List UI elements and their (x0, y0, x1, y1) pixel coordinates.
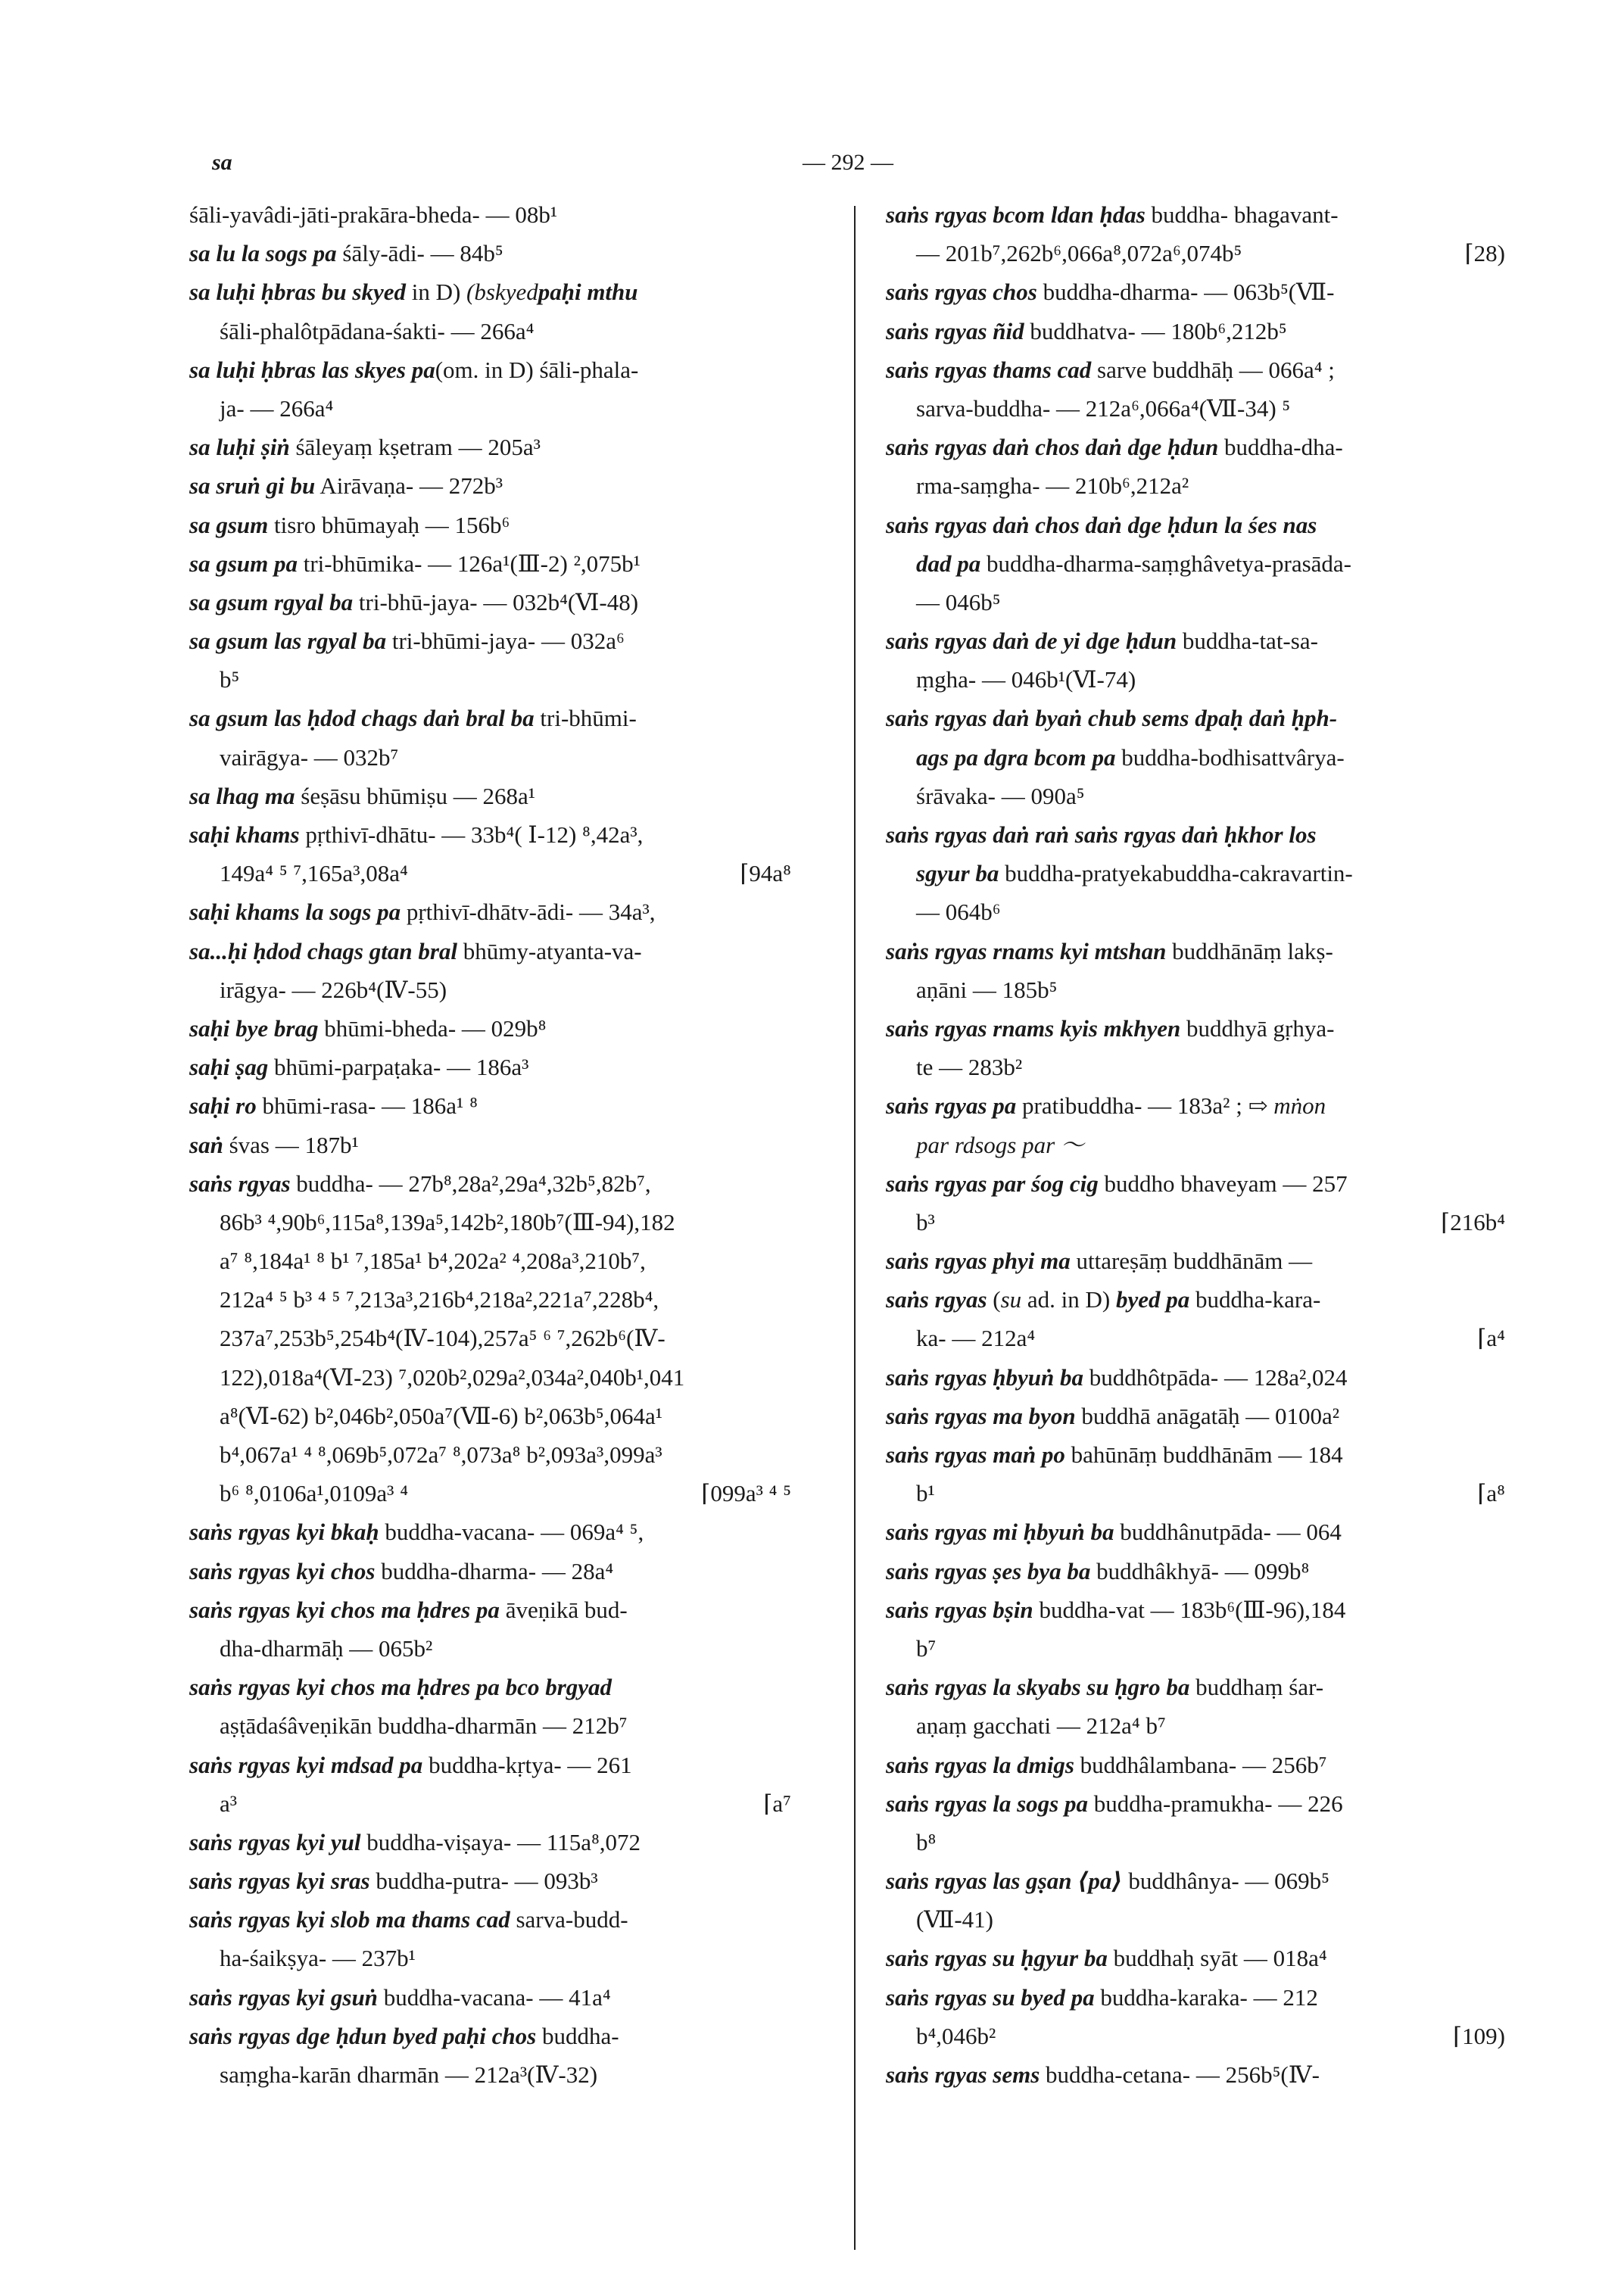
entry-line (886, 1862, 1505, 1900)
entry-line (189, 1552, 791, 1590)
sanskrit-and-refs: buddhôtpāda- — 128a²,024 (1083, 1363, 1348, 1391)
sanskrit-and-refs: buddhānāṃ lakṣ- (1166, 937, 1333, 964)
tibetan-term: sa lu la sogs pa (189, 240, 337, 267)
entry-line (886, 1784, 1505, 1823)
tibetan-term: sa luḥi ḥbras las skyes pa (189, 356, 435, 383)
sanskrit-and-refs: 86b³ ⁴,90b⁶,115a⁸,139a⁵,142b²,180b⁷(Ⅲ-94),182 (220, 1208, 675, 1235)
cross-reference: ⌈a⁸ (1477, 1480, 1505, 1507)
entry-line (886, 854, 1505, 893)
entry-line (189, 660, 791, 699)
tibetan-term: saḥi khams (189, 821, 300, 848)
tibetan-term: sa sruṅ gi bu (189, 472, 316, 500)
sanskrit-and-refs: rma-saṃgha- — 210b⁶,212a² (916, 472, 1189, 500)
sanskrit-and-refs: a⁷ ⁸,184a¹ ⁸ b¹ ⁷,185a¹ b⁴,202a² ⁴,208a³,210b⁷, (220, 1248, 646, 1275)
tibetan-term: saṅs rgyas su byed pa (886, 1983, 1095, 2011)
sanskrit-and-refs: irāgya- — 226b⁴(Ⅳ-55) (220, 976, 447, 1003)
entry-line (886, 1358, 1505, 1397)
entry-line (189, 583, 791, 622)
italic-note: (bskyed (466, 279, 538, 306)
tibetan-term: saṅs rgyas kyi yul (189, 1828, 361, 1855)
entry-line (189, 1086, 791, 1125)
left-column (189, 195, 791, 2094)
entry-line (189, 1319, 791, 1357)
sanskrit-and-refs: sarva-budd- (510, 1906, 628, 1933)
sanskrit-and-refs: ( (987, 1286, 1001, 1313)
tibetan-term: saṅs rgyas la skyabs su ḥgro ba (886, 1674, 1190, 1701)
sanskrit-and-refs: in D) (405, 279, 467, 306)
cross-reference: ⌈a⁷ (763, 1790, 791, 1817)
entry-line (886, 777, 1505, 815)
tibetan-term: saṅs rgyas daṅ byaṅ chub sems dpaḥ daṅ ḥph- (886, 705, 1338, 732)
running-head: sa (212, 150, 232, 175)
sanskrit-and-refs: aṣṭādaśâveṇikān buddha-dharmān — 212b⁷ (220, 1712, 628, 1740)
entry-line (886, 195, 1505, 234)
sanskrit-and-refs: śāly-ādi- — 84b⁵ (336, 240, 503, 267)
tibetan-term: saṅs rgyas kyi sras (189, 1868, 370, 1895)
entry-line (886, 1552, 1505, 1590)
cross-reference: ⌈109) (1453, 2022, 1505, 2049)
tibetan-term: saṅs rgyas ma byon (886, 1402, 1076, 1429)
tibetan-term: saṅs rgyas maṅ po (886, 1441, 1065, 1468)
entry-line (189, 699, 791, 737)
sanskrit-and-refs: a³ (220, 1790, 238, 1817)
tibetan-term: saṅs rgyas mi ḥbyuṅ ba (886, 1519, 1114, 1546)
sanskrit-and-refs: — 201b⁷,262b⁶,066a⁸,072a⁶,074b⁵ (916, 240, 1242, 267)
sanskrit-and-refs: uttareṣāṃ buddhānām — (1070, 1248, 1313, 1275)
entry-line (886, 1513, 1505, 1551)
entry-line (886, 1242, 1505, 1280)
tibetan-term: saṅs rgyas dge ḥdun byed paḥi chos (189, 2022, 537, 2049)
entry-line (886, 1280, 1505, 1319)
tibetan-term: saṅs rgyas (189, 1170, 291, 1197)
tibetan-term: saḥi ṣag (189, 1054, 269, 1081)
sanskrit-and-refs: śāli-yavâdi-jāti-prakāra-bheda- — 08b¹ (189, 201, 558, 228)
sanskrit-and-refs: tri-bhū-jaya- — 032b⁴(Ⅵ-48) (353, 588, 639, 615)
sanskrit-and-refs: buddhânutpāda- — 064 (1114, 1519, 1342, 1546)
sanskrit-and-refs: buddha-karaka- — 212 (1094, 1983, 1318, 2011)
entry-line (886, 1746, 1505, 1784)
entry-line (189, 2055, 791, 2094)
entry-line (189, 1164, 791, 1203)
tibetan-term: saṅs rgyas rnams kyis mkhyen (886, 1014, 1181, 1042)
sanskrit-and-refs: pratibuddha- — 183a² ; ⇨ (1016, 1092, 1274, 1120)
entry-line (886, 1086, 1505, 1125)
entry-line (189, 195, 791, 234)
sanskrit-and-refs: buddha-viṣaya- — 115a⁸,072 (360, 1828, 641, 1855)
sanskrit-and-refs: 212a⁴ ⁵ b³ ⁴ ⁵ ⁷,213a³,216b⁴,218a²,221a⁷,228b⁴, (220, 1286, 659, 1313)
italic-note: par rdsogs par ～ (916, 1131, 1084, 1158)
sanskrit-and-refs: b⁴,046b² (916, 2022, 996, 2049)
sanskrit-and-refs: b⁸ (916, 1828, 937, 1855)
sanskrit-and-refs: buddha-putra- — 093b³ (369, 1868, 598, 1895)
entry-line (886, 1668, 1505, 1706)
entry-line (886, 660, 1505, 699)
sanskrit-and-refs: buddhatva- — 180b⁶,212b⁵ (1024, 317, 1287, 344)
sanskrit-and-refs: — 046b⁵ (916, 588, 1001, 615)
sanskrit-and-refs: buddha-tat-sa- (1177, 628, 1318, 655)
entry-line (886, 1900, 1505, 1939)
sanskrit-and-refs: (om. in D) śāli-phala- (435, 356, 639, 383)
sanskrit-and-refs: bhūmi-parpaṭaka- — 186a³ (268, 1054, 529, 1081)
italic-note: su (1000, 1286, 1022, 1313)
entry-line (189, 1939, 791, 1977)
entry-line (189, 970, 791, 1009)
sanskrit-and-refs: bahūnāṃ buddhānām — 184 (1064, 1441, 1343, 1468)
entry-line (189, 1513, 791, 1551)
entry-line (886, 622, 1505, 660)
entry-line (189, 738, 791, 777)
entry-line (886, 815, 1505, 854)
tibetan-term: saṅs rgyas pa (886, 1092, 1017, 1120)
sanskrit-and-refs: buddha-vacana- — 41a⁴ (377, 1983, 611, 2011)
entry-line (189, 466, 791, 505)
sanskrit-and-refs: buddhâkhyā- — 099b⁸ (1090, 1557, 1310, 1584)
sanskrit-and-refs: buddhânya- — 069b⁵ (1122, 1868, 1329, 1895)
entry-line (886, 389, 1505, 428)
tibetan-term: saṅs rgyas bṣin (886, 1596, 1033, 1623)
sanskrit-and-refs: b⁷ (916, 1634, 937, 1662)
entry-line (886, 1203, 1505, 1242)
sanskrit-and-refs: tri-bhūmi- (534, 705, 637, 732)
tibetan-term: saṅs rgyas kyi chos ma ḥdres pa (189, 1596, 500, 1623)
entry-line (886, 1435, 1505, 1474)
entry-line (189, 234, 791, 273)
sanskrit-and-refs: b⁶ ⁸,0106a¹,0109a³ ⁴ (220, 1480, 409, 1507)
sanskrit-and-refs: śrāvaka- — 090a⁵ (916, 782, 1085, 809)
sanskrit-and-refs: dha-dharmāḥ — 065b² (220, 1634, 433, 1662)
sanskrit-and-refs: tri-bhūmika- — 126a¹(Ⅲ-2) ²,075b¹ (297, 550, 641, 577)
entry-line (189, 1242, 791, 1280)
tibetan-term: saṅs rgyas su ḥgyur ba (886, 1945, 1108, 1972)
entry-line (886, 1629, 1505, 1668)
entry-line (886, 506, 1505, 544)
entry-line (886, 970, 1505, 1009)
entry-line (189, 893, 791, 931)
entry-line (189, 350, 791, 389)
sanskrit-and-refs: śvas — 187b¹ (223, 1131, 359, 1158)
sanskrit-and-refs: buddha-cetana- — 256b⁵(Ⅳ- (1040, 2061, 1320, 2088)
tibetan-term: saḥi ro (189, 1092, 257, 1120)
entry-line (886, 1939, 1505, 1977)
sanskrit-and-refs: buddha-pratyekabuddha-cakravartin- (999, 860, 1353, 887)
entry-line (189, 1823, 791, 1862)
tibetan-term: sa gsum las rgyal ba (189, 628, 387, 655)
entry-line (189, 1358, 791, 1397)
entry-line (189, 1668, 791, 1706)
tibetan-term: saṅs rgyas kyi chos ma ḥdres pa bco brgyad (189, 1674, 613, 1701)
entry-line (886, 466, 1505, 505)
entry-line (189, 544, 791, 583)
sanskrit-and-refs: buddha-dharma- — 28a⁴ (375, 1557, 614, 1584)
sanskrit-and-refs: saṃgha-karān dharmān — 212a³(Ⅳ-32) (220, 2061, 598, 2088)
cross-reference: ⌈099a³ ⁴ ⁵ (701, 1480, 791, 1507)
entry-line (189, 815, 791, 854)
entry-line (189, 389, 791, 428)
sanskrit-and-refs: buddho bhaveyam — 257 (1098, 1170, 1348, 1197)
sanskrit-and-refs: buddha-vacana- — 069a⁴ ⁵, (379, 1519, 644, 1546)
tibetan-term: saṅs rgyas (886, 1286, 987, 1313)
cross-reference: ⌈216b⁴ (1441, 1208, 1505, 1235)
sanskrit-and-refs: b³ (916, 1208, 935, 1235)
entry-line (886, 350, 1505, 389)
tibetan-term: sgyur ba (916, 860, 999, 887)
tibetan-term: saṅs rgyas ṣes bya ba (886, 1557, 1091, 1584)
sanskrit-and-refs: 237a⁷,253b⁵,254b⁴(Ⅳ-104),257a⁵ ⁶ ⁷,262b⁶(Ⅳ- (220, 1325, 665, 1352)
sanskrit-and-refs: — 064b⁶ (916, 899, 1001, 926)
tibetan-term: saṅs rgyas kyi slob ma thams cad (189, 1906, 510, 1933)
sanskrit-and-refs: Airāvaṇa- — 272b³ (315, 472, 503, 500)
entry-line (189, 273, 791, 311)
entry-line (886, 1474, 1505, 1513)
sanskrit-and-refs: ṃgha- — 046b¹(Ⅵ-74) (916, 666, 1136, 693)
sanskrit-and-refs: buddhâlambana- — 256b⁷ (1074, 1751, 1327, 1778)
entry-line (886, 1590, 1505, 1629)
sanskrit-and-refs: bhūmi-bheda- — 029b⁸ (318, 1014, 547, 1042)
entry-line (886, 273, 1505, 311)
column-divider (854, 206, 856, 2250)
tibetan-term: saṅs rgyas daṅ chos daṅ dge ḥdun la śes nas (886, 511, 1317, 538)
sanskrit-and-refs: buddha-pramukha- — 226 (1088, 1790, 1343, 1817)
tibetan-term: saṅs rgyas chos (886, 279, 1037, 306)
entry-line (886, 234, 1505, 273)
entry-line (189, 428, 791, 466)
tibetan-term: saḥi khams la sogs pa (189, 899, 401, 926)
sanskrit-and-refs: bhūmi-rasa- — 186a¹ ⁸ (256, 1092, 478, 1120)
tibetan-term: sa gsum pa (189, 550, 298, 577)
entry-line (886, 583, 1505, 622)
entry-line (189, 312, 791, 350)
tibetan-term: paḥi mthu (538, 279, 638, 306)
entry-line (189, 1126, 791, 1164)
sanskrit-and-refs: aṇaṃ gacchati — 212a⁴ b⁷ (916, 1712, 1166, 1740)
tibetan-term: saṅ (189, 1131, 223, 1158)
entry-line (189, 1746, 791, 1784)
entry-line (189, 1629, 791, 1668)
entry-line (189, 1474, 791, 1513)
entry-line (886, 544, 1505, 583)
sanskrit-and-refs: tisro bhūmayaḥ — 156b⁶ (268, 511, 510, 538)
sanskrit-and-refs: ka- — 212a⁴ (916, 1325, 1036, 1352)
tibetan-term: saṅs rgyas daṅ de yi dge ḥdun (886, 628, 1177, 655)
entry-line (189, 932, 791, 970)
tibetan-term: saṅs rgyas sems (886, 2061, 1040, 2088)
entry-line (189, 1706, 791, 1745)
entry-line (886, 699, 1505, 737)
entry-line (189, 1784, 791, 1823)
tibetan-term: sa gsum (189, 511, 269, 538)
sanskrit-and-refs: bhūmy-atyanta-va- (457, 937, 642, 964)
tibetan-term: saṅs rgyas par śog cig (886, 1170, 1099, 1197)
tibetan-term: saṅs rgyas kyi chos (189, 1557, 376, 1584)
entry-line (886, 2055, 1505, 2094)
sanskrit-and-refs: buddha- — 27b⁸,28a²,29a⁴,32b⁵,82b⁷, (290, 1170, 651, 1197)
tibetan-term: sa...ḥi ḥdod chags gtan bral (189, 937, 458, 964)
sanskrit-and-refs: buddha-vat — 183b⁶(Ⅲ-96),184 (1033, 1596, 1346, 1623)
entry-line (189, 506, 791, 544)
sanskrit-and-refs: aṇāni — 185b⁵ (916, 976, 1058, 1003)
entry-line (886, 1319, 1505, 1357)
tibetan-term: saṅs rgyas phyi ma (886, 1248, 1071, 1275)
italic-note: mṅon (1273, 1092, 1326, 1120)
tibetan-term: sa lhag ma (189, 782, 295, 809)
sanskrit-and-refs: śeṣāsu bhūmiṣu — 268a¹ (295, 782, 536, 809)
tibetan-term: saṅs rgyas ñid (886, 317, 1024, 344)
entry-line (189, 1203, 791, 1242)
entry-line (189, 854, 791, 893)
tibetan-term: saṅs rgyas la dmigs (886, 1751, 1074, 1778)
tibetan-term: saṅs rgyas kyi bkaḥ (189, 1519, 379, 1546)
tibetan-term: sa gsum rgyal ba (189, 588, 354, 615)
entry-line (886, 738, 1505, 777)
entry-line (886, 1048, 1505, 1086)
tibetan-term: saḥi bye brag (189, 1014, 319, 1042)
entry-line (886, 428, 1505, 466)
entry-line (886, 1126, 1505, 1164)
sanskrit-and-refs: buddhā anāgatāḥ — 0100a² (1075, 1402, 1340, 1429)
sanskrit-and-refs: ha-śaikṣya- — 237b¹ (220, 1945, 416, 1972)
tibetan-term: saṅs rgyas la sogs pa (886, 1790, 1088, 1817)
sanskrit-and-refs: śāleyaṃ kṣetram — 205a³ (289, 434, 541, 461)
entry-line (189, 1280, 791, 1319)
tibetan-term: saṅs rgyas daṅ raṅ saṅs rgyas daṅ ḥkhor los (886, 821, 1317, 848)
entry-line (189, 1978, 791, 2017)
entry-line (886, 1397, 1505, 1435)
sanskrit-and-refs: sarva-buddha- — 212a⁶,066a⁴(Ⅶ-34) ⁵ (916, 394, 1291, 422)
entry-line (189, 1862, 791, 1900)
sanskrit-and-refs: b¹ (916, 1480, 935, 1507)
tibetan-term: saṅs rgyas las gṣan ⟨pa⟩ (886, 1868, 1123, 1895)
entry-line (886, 1009, 1505, 1048)
tibetan-term: saṅs rgyas bcom ldan ḥdas (886, 201, 1146, 228)
sanskrit-and-refs: tri-bhūmi-jaya- — 032a⁶ (386, 628, 625, 655)
tibetan-term: saṅs rgyas kyi gsuṅ (189, 1983, 378, 2011)
entry-line (886, 1823, 1505, 1862)
cross-reference: ⌈28) (1464, 240, 1505, 267)
entry-line (886, 1164, 1505, 1203)
entry-line (189, 1009, 791, 1048)
tibetan-term: sa luḥi ṣiṅ (189, 434, 290, 461)
sanskrit-and-refs: ad. in D) (1021, 1286, 1117, 1313)
entry-line (189, 1900, 791, 1939)
sanskrit-and-refs: 122),018a⁴(Ⅵ-23) ⁷,020b²,029a²,034a²,040b¹,041 (220, 1363, 685, 1391)
entry-line (886, 1706, 1505, 1745)
entry-line (189, 622, 791, 660)
tibetan-term: saṅs rgyas daṅ chos daṅ dge ḥdun (886, 434, 1219, 461)
sanskrit-and-refs: buddha- (536, 2022, 619, 2049)
tibetan-term: saṅs rgyas ḥbyuṅ ba (886, 1363, 1083, 1391)
right-column (886, 195, 1505, 2094)
sanskrit-and-refs: vairāgya- — 032b⁷ (220, 743, 399, 771)
entry-line (886, 312, 1505, 350)
cross-reference: ⌈94a⁸ (740, 860, 791, 887)
tibetan-term: saṅs rgyas thams cad (886, 356, 1092, 383)
sanskrit-and-refs: buddhaṃ śar- (1189, 1674, 1324, 1701)
entry-line (886, 2017, 1505, 2055)
cross-reference: ⌈a⁴ (1477, 1325, 1505, 1352)
entry-line (189, 2017, 791, 2055)
sanskrit-and-refs: pṛthivī-dhātu- — 33b⁴( Ⅰ-12) ⁸,42a³, (299, 821, 644, 848)
sanskrit-and-refs: te — 283b² (916, 1054, 1023, 1081)
sanskrit-and-refs: ja- — 266a⁴ (220, 394, 334, 422)
entry-line (189, 1590, 791, 1629)
sanskrit-and-refs: pṛthivī-dhātv-ādi- — 34a³, (401, 899, 656, 926)
page-number: — 292 — (803, 150, 893, 175)
tibetan-term: sa gsum las ḥdod chags daṅ bral ba (189, 705, 535, 732)
tibetan-term: ags pa dgra bcom pa (916, 743, 1116, 771)
sanskrit-and-refs: buddha-dharma- — 063b⁵(Ⅶ- (1036, 279, 1335, 306)
sanskrit-and-refs: buddha-kara- (1189, 1286, 1321, 1313)
tibetan-term: sa luḥi ḥbras bu skyed (189, 279, 406, 306)
entry-line (189, 1435, 791, 1474)
entry-line (886, 893, 1505, 931)
entry-line (886, 932, 1505, 970)
tibetan-term: byed pa (1116, 1286, 1190, 1313)
sanskrit-and-refs: śāli-phalôtpādana-śakti- — 266a⁴ (220, 317, 535, 344)
sanskrit-and-refs: 149a⁴ ⁵ ⁷,165a³,08a⁴ (220, 860, 408, 887)
sanskrit-and-refs: buddha-kṛtya- — 261 (422, 1751, 632, 1778)
tibetan-term: saṅs rgyas kyi mdsad pa (189, 1751, 423, 1778)
sanskrit-and-refs: buddhyā gṛhya- (1180, 1014, 1335, 1042)
sanskrit-and-refs: buddha-dharma-saṃghâvetya-prasāda- (980, 550, 1351, 577)
entry-line (886, 1978, 1505, 2017)
sanskrit-and-refs: āveṇikā bud- (499, 1596, 628, 1623)
sanskrit-and-refs: buddha-dha- (1218, 434, 1343, 461)
sanskrit-and-refs: (Ⅶ-41) (916, 1906, 993, 1933)
entry-line (189, 1397, 791, 1435)
sanskrit-and-refs: buddhaḥ syāt — 018a⁴ (1107, 1945, 1327, 1972)
sanskrit-and-refs: buddha-bodhisattvârya- (1115, 743, 1345, 771)
entry-line (189, 1048, 791, 1086)
sanskrit-and-refs: b⁴,067a¹ ⁴ ⁸,069b⁵,072a⁷ ⁸,073a⁸ b²,093a³,099a³ (220, 1441, 662, 1468)
sanskrit-and-refs: a⁸(Ⅵ-62) b²,046b²,050a⁷(Ⅶ-6) b²,063b⁵,064a¹ (220, 1402, 663, 1429)
tibetan-term: saṅs rgyas rnams kyi mtshan (886, 937, 1167, 964)
tibetan-term: dad pa (916, 550, 981, 577)
sanskrit-and-refs: b⁵ (220, 666, 240, 693)
sanskrit-and-refs: sarve buddhāḥ — 066a⁴ ; (1091, 356, 1335, 383)
entry-line (189, 777, 791, 815)
sanskrit-and-refs: buddha- bhagavant- (1145, 201, 1339, 228)
